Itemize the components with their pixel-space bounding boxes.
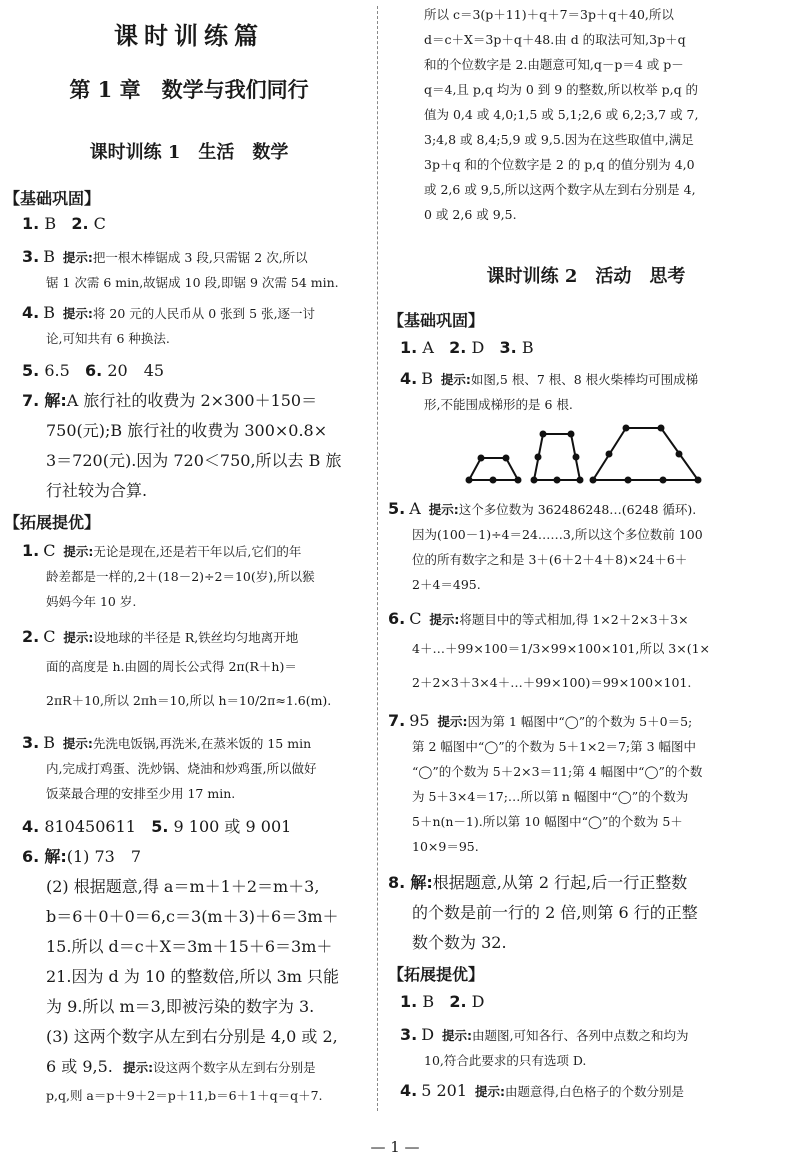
answer-r-b4: 4. B 提示:如图,5 根、7 根、8 根火柴棒均可围成梯 形,不能围成梯形的是 6 根. xyxy=(400,369,699,412)
answer-r-b5: 5. A 提示:这个多位数为 362486248…(6248 循环). 因为(100－1)÷4＝24……3,所以这个多位数前 100 位的所有数字之和是 3＋(6＋2＋4＋8)×24＋6＋ 2＋4＝495. xyxy=(388,499,703,592)
answer-r-e4: 4. 5 201 提示:由题意得,白色格子的个数分别是 xyxy=(400,1081,684,1100)
page-number: — 1 — xyxy=(370,1138,420,1156)
answer-l-b1: 1. B 2. C xyxy=(22,214,106,233)
section-basic: 【基础巩固】 xyxy=(4,189,101,208)
section-extend: 【拓展提优】 xyxy=(4,513,101,532)
trapezoid-7 xyxy=(531,431,584,484)
answer-r-b7: 7. 95 提示:因为第 1 幅图中“◯”的个数为 5＋0＝5; 第 2 幅图中“◯”的个数为 5＋1×2＝7;第 3 幅图中 “◯”的个数为 5＋2×3＝11;第 4 幅图中“◯”的个数 为 5＋3×4＝17;…所以第 n 幅图中“◯”的个数为 5＋n(n－1).所以第 10 幅图中“◯”的个数为 5＋ 10×9＝95. xyxy=(388,711,703,854)
chapter-title: 第 1 章 数学与我们同行 xyxy=(69,77,309,102)
lesson1-title: 课时训练 1 生活 数学 xyxy=(89,142,289,163)
answer-r-b6: 6. C 提示:将题目中的等式相加,得 1×2＋2×3＋3× 4＋…＋99×100＝1/3×99×100×101,所以 3×(1× 2＋2×3＋3×4＋…＋99×100)＝99×100×101. xyxy=(388,609,711,690)
answer-l-b4: 4. B 提示:将 20 元的人民币从 0 张到 5 张,逐一讨 论,可知共有 6 种换法. xyxy=(22,303,316,346)
answer-l-e4: 4. 810450611 5. 9 100 或 9 001 xyxy=(22,817,292,836)
answer-r-e3: 3. D 提示:由题图,可知各行、各列中点数之和均为 10,符合此要求的只有选项 D. xyxy=(400,1025,689,1068)
lesson2-title: 课时训练 2 活动 思考 xyxy=(486,266,686,287)
column-divider xyxy=(377,6,378,1111)
answer-l-e1: 1. C 提示:无论是现在,还是若干年以后,它们的年 龄差都是一样的,2＋(18－2)÷2＝10(岁),所以猴 妈妈今年 10 岁. xyxy=(22,541,315,609)
trapezoid-5 xyxy=(466,455,522,484)
answer-l-b7: 7. 解:A 旅行社的收费为 2×300＋150＝ 750(元);B 旅行社的收费为 300×0.8× 3＝720(元).因为 720＜750,所以去 B 旅 行社较为合算. xyxy=(22,391,342,500)
trapezoid-figure xyxy=(456,424,786,490)
section-basic-2: 【基础巩固】 xyxy=(388,311,485,330)
answer-r-b1: 1. A 2. D 3. B xyxy=(400,338,534,357)
continued-solution: 所以 c＝3(p＋11)＋q＋7＝3p＋q＋40,所以 d＝c＋X＝3p＋q＋48.由 d 的取法可知,3p＋q 和的个位数字是 2.由题意可知,q－p＝4 或 p－ q＝4,且 p,q 均为 0 到 9 的整数,所以枚举 p,q 的 值为 0,4 或 4,0;1,5 或 5,1;2,6 或 6,2;3,7 或 7, 3;4,8 或 8,4;5,9 或 9,5.因为在这些取值中,满足 3p＋q 和的个位数字是 2 的 p,q 的值分别为 4,0 或 2,6 或 9,5,所以这两个数字从左到右分别是 4, 0 或 2,6 或 9,5. xyxy=(424,7,699,222)
answer-r-b8: 8. 解:根据题意,从第 2 行起,后一行正整数 的个数是前一行的 2 倍,则第 6 行的正整 数个数为 32. xyxy=(388,873,698,952)
answer-l-e2: 2. C 提示:设地球的半径是 R,铁丝均匀地离开地 面的高度是 h.由圆的周长公式得 2π(R＋h)＝ 2πR＋10,所以 2πh＝10,所以 h＝10/2π≈1.6(m). xyxy=(22,627,332,708)
answer-l-b3: 3. B 提示:把一根木棒锯成 3 段,只需锯 2 次,所以 锯 1 次需 6 min,故锯成 10 段,即锯 9 次需 54 min. xyxy=(22,247,339,290)
page-title: 课时训练篇 xyxy=(114,21,264,50)
section-extend-2: 【拓展提优】 xyxy=(388,965,485,984)
answer-r-e1: 1. B 2. D xyxy=(400,992,485,1011)
answer-l-e3: 3. B 提示:先洗电饭锅,再洗米,在蒸米饭的 15 min 内,完成打鸡蛋、洗炒锅、烧油和炒鸡蛋,所以做好 饭菜最合理的安排至少用 17 min. xyxy=(22,733,317,801)
answer-l-e6: 6. 解:(1) 73 7 (2) 根据题意,得 a＝m＋1＋2＝m＋3, b＝6＋0＋0＝6,c＝3(m＋3)＋6＝3m＋ 15.所以 d＝c＋X＝3m＋15＋6＝3m＋ 21.因为 d 为 10 的整数倍,所以 3m 只能 为 9.所以 m＝3,即被污染的数字为 3. (3) 这两个数字从左到右分别是 4,0 或 2, 6 或 9,5. 提示:设这两个数字从左到右分别是 p,q,则 a＝p＋9＋2＝p＋11,b＝6＋1＋q＝q＋7. xyxy=(22,847,340,1103)
trapezoid-8 xyxy=(590,425,702,484)
answer-l-b5: 5. 6.5 6. 20 45 xyxy=(22,361,165,380)
